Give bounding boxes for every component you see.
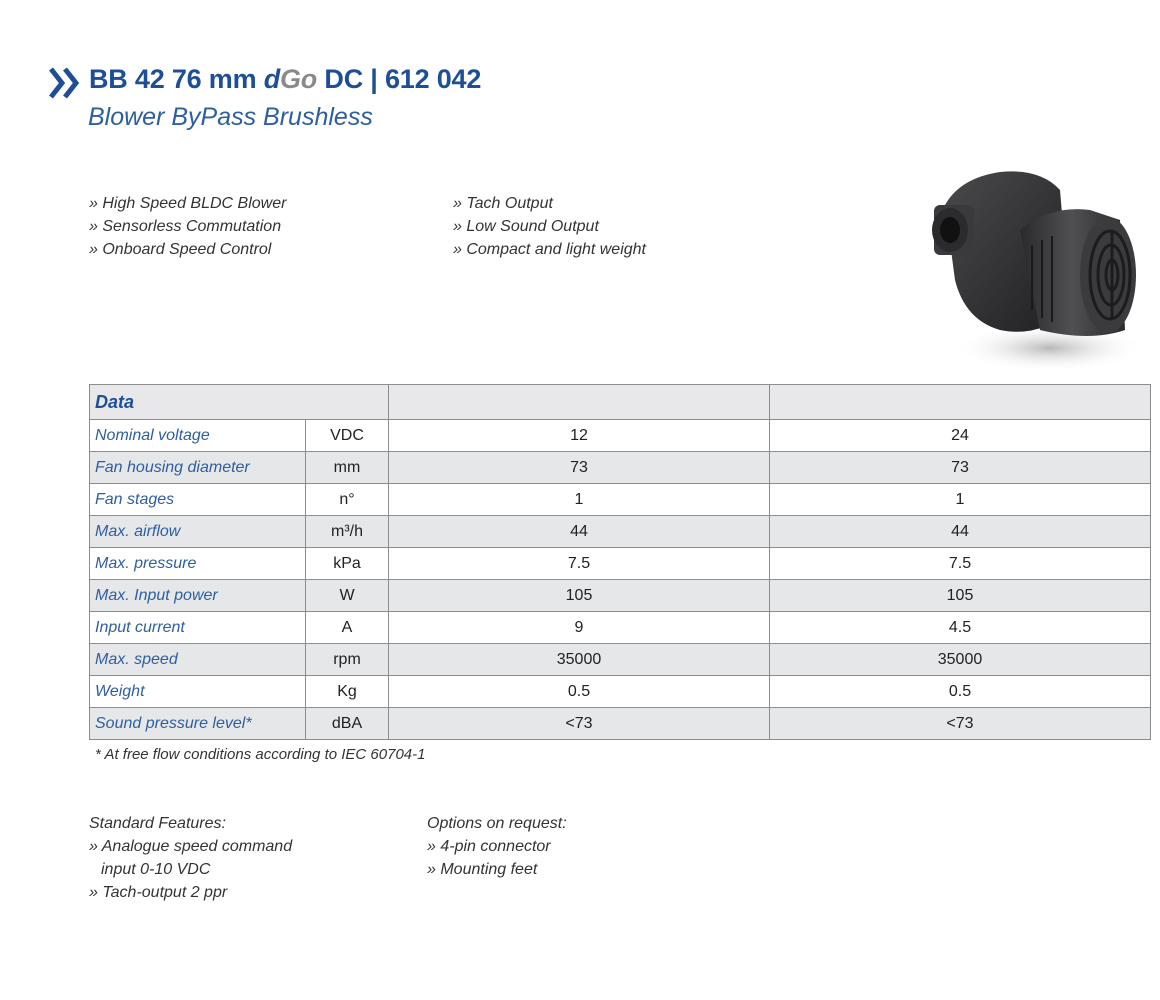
standard-feature-item: » Tach-output 2 ppr xyxy=(89,884,228,901)
row-value-1: 12 xyxy=(389,420,770,452)
row-unit: A xyxy=(306,612,389,644)
row-unit: mm xyxy=(306,452,389,484)
brand-go: Go xyxy=(279,64,318,94)
standard-feature-item: input 0-10 VDC xyxy=(101,861,211,878)
row-unit: kPa xyxy=(306,548,389,580)
row-value-2: 1 xyxy=(770,484,1151,516)
double-chevron-icon xyxy=(48,66,82,100)
standard-features xyxy=(89,812,292,904)
row-value-2: 105 xyxy=(770,580,1151,612)
row-label: Nominal voltage xyxy=(90,420,306,452)
row-label: Max. speed xyxy=(90,644,306,676)
product-subtitle: Blower ByPass Brushless xyxy=(88,103,373,131)
table-header-row xyxy=(90,385,1151,420)
table-footnote: * At free flow conditions according to IEC 60704-1 xyxy=(95,746,426,763)
row-unit: rpm xyxy=(306,644,389,676)
row-unit: dBA xyxy=(306,708,389,740)
column-header xyxy=(389,385,770,420)
title-suffix: DC | 612 042 xyxy=(317,64,482,94)
row-label: Fan housing diameter xyxy=(90,452,306,484)
table-row xyxy=(90,644,1151,676)
table-row xyxy=(90,452,1151,484)
row-unit: W xyxy=(306,580,389,612)
row-value-1: 35000 xyxy=(389,644,770,676)
row-value-2: 35000 xyxy=(770,644,1151,676)
row-value-1: 44 xyxy=(389,516,770,548)
feature-item: » Low Sound Output xyxy=(453,218,599,235)
table-row xyxy=(90,484,1151,516)
row-label: Fan stages xyxy=(90,484,306,516)
options-title: Options on request: xyxy=(427,815,567,832)
product-title xyxy=(89,64,481,95)
row-value-2: 4.5 xyxy=(770,612,1151,644)
column-header xyxy=(770,385,1151,420)
standard-features-title: Standard Features: xyxy=(89,815,226,832)
row-value-1: 105 xyxy=(389,580,770,612)
brand-d: d xyxy=(263,64,280,94)
row-unit: m³/h xyxy=(306,516,389,548)
row-value-1: 9 xyxy=(389,612,770,644)
row-value-1: 73 xyxy=(389,452,770,484)
row-unit: VDC xyxy=(306,420,389,452)
row-label: Max. pressure xyxy=(90,548,306,580)
row-value-2: 7.5 xyxy=(770,548,1151,580)
option-item: » Mounting feet xyxy=(427,861,538,878)
row-value-1: 1 xyxy=(389,484,770,516)
table-row xyxy=(90,580,1151,612)
option-item: » 4-pin connector xyxy=(427,838,551,855)
options-on-request xyxy=(427,812,567,881)
table-row xyxy=(90,516,1151,548)
feature-item: » Compact and light weight xyxy=(453,241,646,258)
table-row xyxy=(90,612,1151,644)
row-label: Max. Input power xyxy=(90,580,306,612)
row-value-2: 24 xyxy=(770,420,1151,452)
table-row xyxy=(90,708,1151,740)
row-value-1: 7.5 xyxy=(389,548,770,580)
specification-table xyxy=(89,384,1151,740)
table-header-label: Data xyxy=(90,385,389,420)
row-value-2: 44 xyxy=(770,516,1151,548)
feature-list-right xyxy=(453,192,646,261)
row-unit: n° xyxy=(306,484,389,516)
row-label: Weight xyxy=(90,676,306,708)
row-unit: Kg xyxy=(306,676,389,708)
feature-item: » Sensorless Commutation xyxy=(89,218,282,235)
row-value-1: 0.5 xyxy=(389,676,770,708)
row-value-1: <73 xyxy=(389,708,770,740)
row-label: Sound pressure level* xyxy=(90,708,306,740)
feature-item: » Onboard Speed Control xyxy=(89,241,272,258)
feature-item: » High Speed BLDC Blower xyxy=(89,195,287,212)
row-label: Input current xyxy=(90,612,306,644)
row-value-2: 73 xyxy=(770,452,1151,484)
feature-item: » Tach Output xyxy=(453,195,553,212)
feature-list-left xyxy=(89,192,286,261)
title-prefix: BB 42 76 mm xyxy=(89,64,264,94)
row-value-2: <73 xyxy=(770,708,1151,740)
row-label: Max. airflow xyxy=(90,516,306,548)
standard-feature-item: » Analogue speed command xyxy=(89,838,293,855)
table-row xyxy=(90,548,1151,580)
table-row xyxy=(90,676,1151,708)
row-value-2: 0.5 xyxy=(770,676,1151,708)
blower-product-image xyxy=(920,160,1150,380)
table-row xyxy=(90,420,1151,452)
